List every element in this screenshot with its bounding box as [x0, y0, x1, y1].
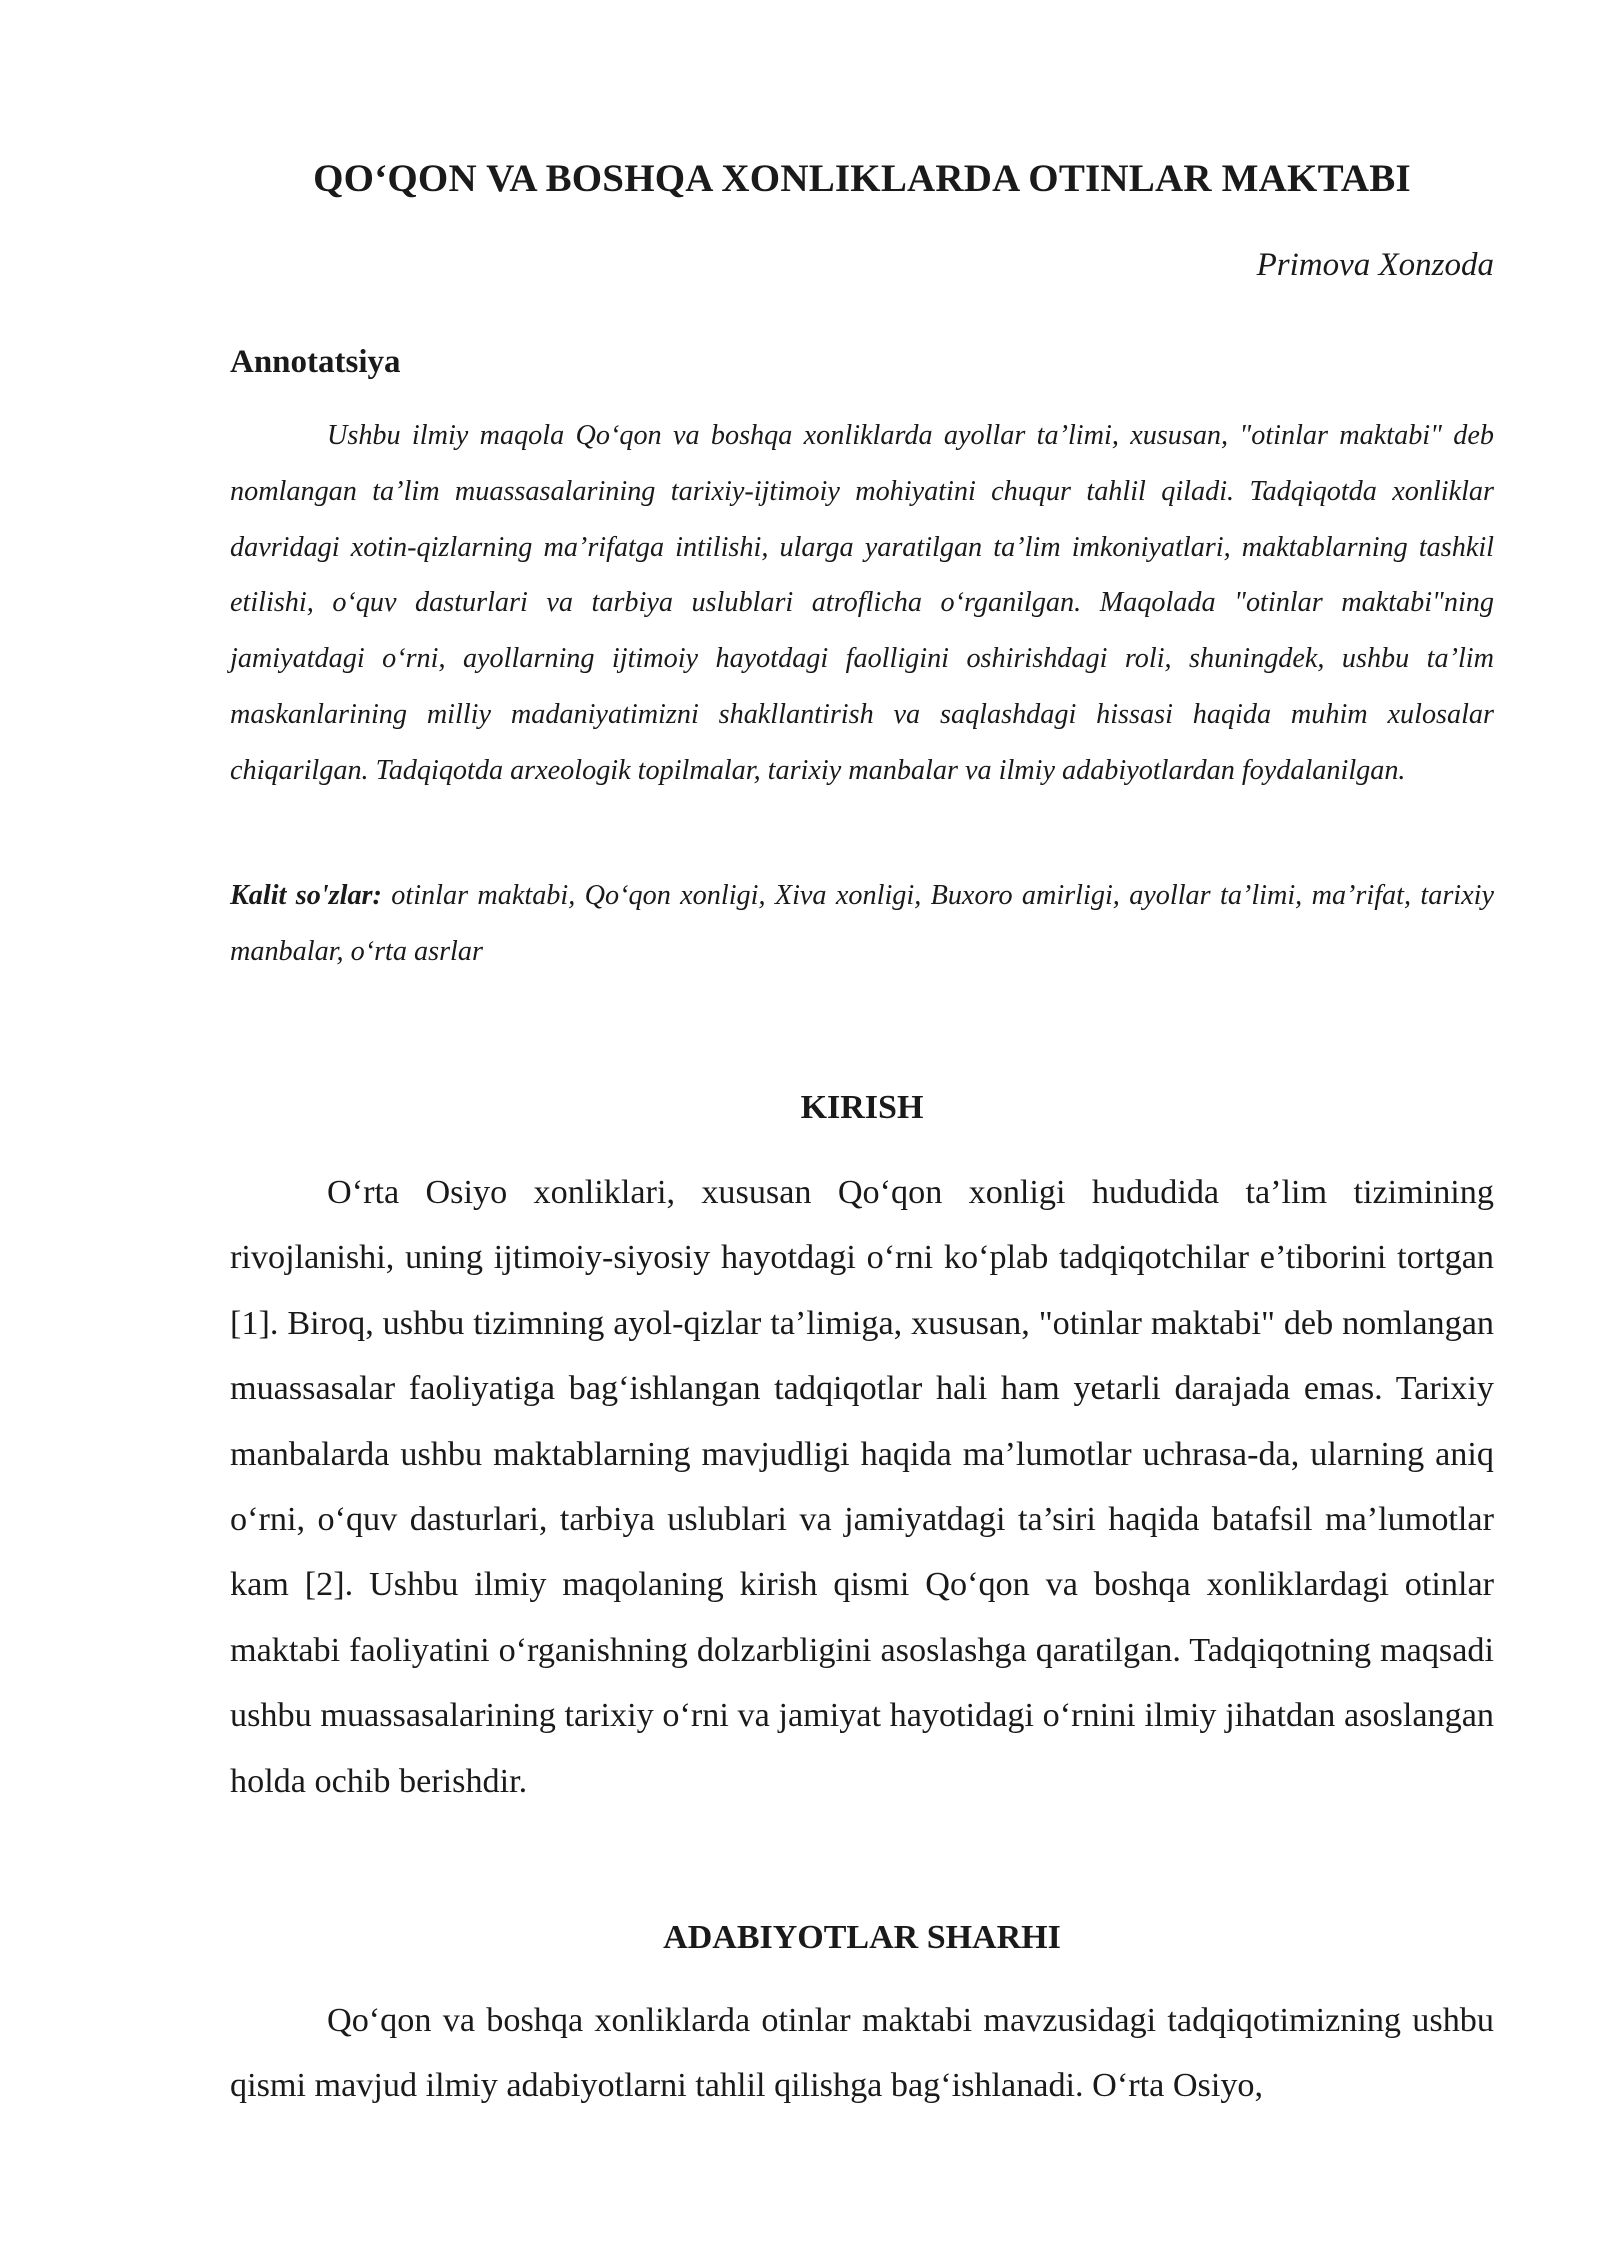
section-text-kirish: O‘rta Osiyo xonliklari, xususan Qo‘qon xonligi hududida ta’lim tizimining rivojlanishi, uning ijtimoiy-siyosiy hayotdagi o‘rni ko‘plab tadqiqotchilar e’tiborini tortgan [1]. Biroq, ushbu tizimning ayol-qizlar ta’limiga, xususan, "otinlar maktabi" deb nomlangan muassasalar faoliyatiga bag‘ishlangan tadqiqotlar hali ham yetarli darajada emas. Tarixiy manbalarda ushbu maktablarning mavjudligi haqida ma’lumotlar uchrasa-da, ularning aniq o‘rni, o‘quv dasturlari, tarbiya uslublari va jamiyatdagi ta’siri haqida batafsil ma’lumotlar kam [2]. Ushbu ilmiy maqolaning kirish qismi Qo‘qon va boshqa xonliklardagi otinlar maktabi faoliyatini o‘rganishning dolzarbligini asoslashga qaratilgan. Tadqiqotning maqsadi ushbu muassasalarining tarixiy o‘rni va jamiyat hayotidagi o‘rnini ilmiy jihatdan asoslangan holda ochib berishdir.: [230, 1174, 1494, 1800]
section-heading-kirish: KIRISH: [800, 1089, 924, 1126]
keywords-label: Kalit so'zlar:: [230, 880, 382, 911]
annotation-heading: Annotatsiya: [230, 344, 401, 380]
keywords-paragraph: [230, 868, 1494, 980]
annotation-text: Ushbu ilmiy maqola Qo‘qon va boshqa xonliklarda ayollar ta’limi, xususan, "otinlar maktabi" deb nomlangan ta’lim muassasalarining tarixiy-ijtimoiy mohiyatini chuqur tahlil qiladi. Tadqiqotda xonliklar davridagi xotin-qizlarning ma’rifatga intilishi, ularga yaratilgan ta’lim imkoniyatlari, maktablarning tashkil etilishi, o‘quv dasturlari va tarbiya uslublari atroflicha o‘rganilgan. Maqolada "otinlar maktabi"ning jamiyatdagi o‘rni, ayollarning ijtimoiy hayotdagi faolligini oshirishdagi roli, shuningdek, ushbu ta’lim maskanlarining milliy madaniyatimizni shakllantirish va saqlashdagi hissasi haqida muhim xulosalar chiqarilgan. Tadqiqotda arxeologik topilmalar, tarixiy manbalar va ilmiy adabiyotlardan foydalanilgan.: [230, 420, 1494, 786]
paper-title: QO‘QON VA BOSHQA XONLIKLARDA OTINLAR MAKTABI: [313, 157, 1411, 200]
section-heading-adabiyotlar: ADABIYOTLAR SHARHI: [663, 1919, 1061, 1956]
author-name: Primova Xonzoda: [1256, 247, 1494, 283]
keywords-text: otinlar maktabi, Qo‘qon xonligi, Xiva xonligi, Buxoro amirligi, ayollar ta’limi, ma’rifat, tarixiy manbalar, o‘rta asrlar: [230, 880, 1494, 967]
section-text-adabiyotlar: Qo‘qon va boshqa xonliklarda otinlar maktabi mavzusidagi tadqiqotimizning ushbu qismi mavjud ilmiy adabiyotlarni tahlil qilishga bag‘ishlanadi. O‘rta Osiyo,: [230, 2002, 1494, 2105]
